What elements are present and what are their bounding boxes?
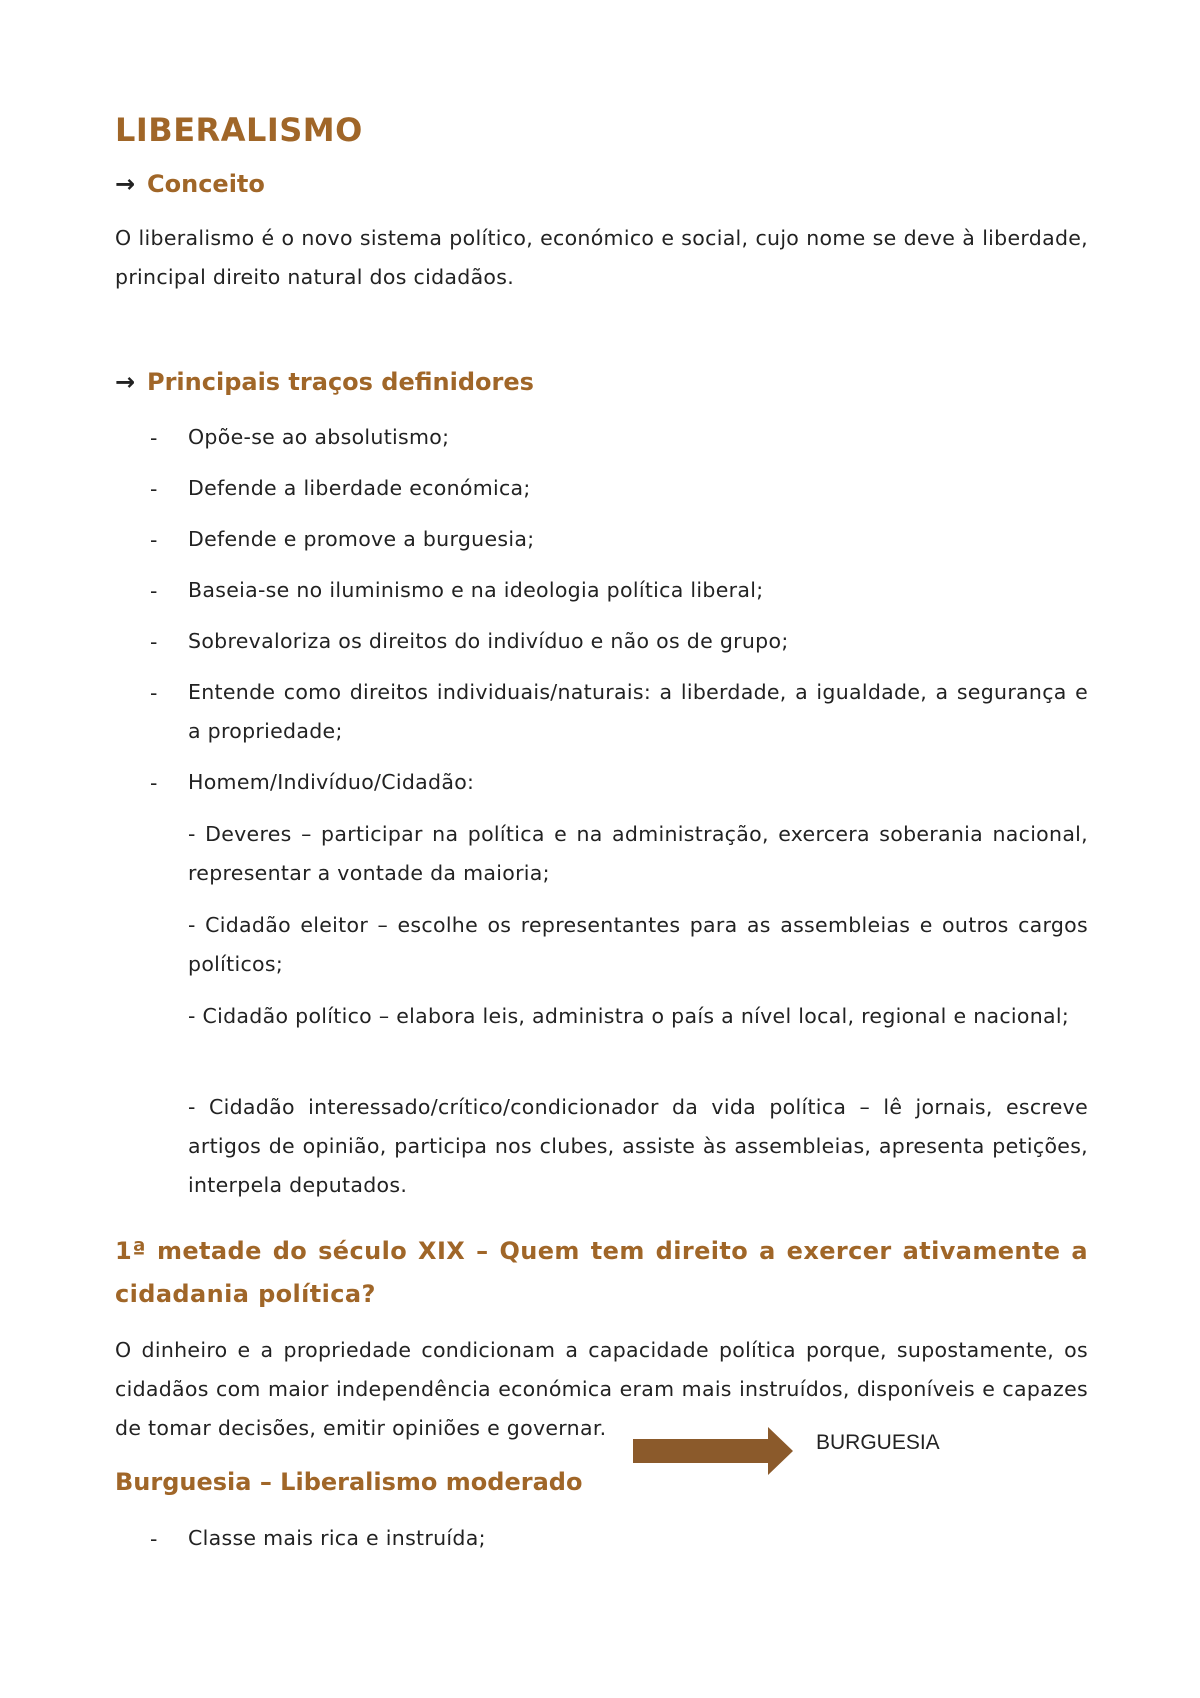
arrow-icon: →	[115, 368, 136, 396]
bullet-dash: -	[150, 771, 158, 795]
sub-item: - Cidadão eleitor – escolhe os representantes para as assembleias e outros cargos políticos;	[188, 913, 1088, 976]
heading-tracos-label: Principais traços definidores	[147, 368, 534, 396]
arrow-icon: →	[115, 170, 136, 198]
heading-conceito	[115, 170, 265, 198]
document-title: LIBERALISMO	[115, 111, 363, 149]
list-item: Baseia-se no iluminismo e na ideologia política liberal;	[188, 578, 764, 602]
list-item: Opõe-se ao absolutismo;	[188, 425, 450, 449]
list-item: Classe mais rica e instruída;	[188, 1526, 486, 1550]
bullet-dash: -	[150, 426, 158, 450]
bullet-dash: -	[150, 528, 158, 552]
list-item: Defende a liberdade económica;	[188, 476, 531, 500]
bullet-dash: -	[150, 477, 158, 501]
heading-burguesia: Burguesia – Liberalismo moderado	[115, 1468, 583, 1496]
list-item: Sobrevaloriza os direitos do indivíduo e não os de grupo;	[188, 629, 789, 653]
conceito-paragraph: O liberalismo é o novo sistema político, económico e social, cujo nome se deve à liberdade, principal direito natural dos cidadãos.	[115, 226, 1088, 289]
heading-metade-seculo: 1ª metade do século XIX – Quem tem direito a exercer ativamente a cidadania política?	[115, 1237, 1088, 1308]
list-item: Entende como direitos individuais/naturais: a liberdade, a igualdade, a segurança e a propriedade;	[188, 680, 1088, 743]
metade-paragraph: O dinheiro e a propriedade condicionam a capacidade política porque, supostamente, os cidadãos com maior independência económica eram mais instruídos, disponíveis e capazes de tomar decisões, emitir opiniões e governar.	[115, 1338, 1088, 1440]
heading-conceito-label: Conceito	[147, 170, 265, 198]
sub-item: - Deveres – participar na política e na administração, exercera soberania nacional, representar a vontade da maioria;	[188, 822, 1088, 885]
sub-item: - Cidadão interessado/crítico/condicionador da vida política – lê jornais, escreve artigos de opinião, participa nos clubes, assiste às assembleias, apresenta petições, interpela deputados.	[188, 1095, 1088, 1197]
bullet-dash: -	[150, 1527, 158, 1551]
bullet-dash: -	[150, 630, 158, 654]
list-item: Defende e promove a burguesia;	[188, 527, 535, 551]
heading-tracos	[115, 368, 534, 396]
bullet-dash: -	[150, 681, 158, 705]
right-arrow-shape	[633, 1427, 793, 1475]
sub-item: - Cidadão político – elabora leis, administra o país a nível local, regional e nacional;	[188, 1004, 1070, 1028]
list-item: Homem/Indivíduo/Cidadão:	[188, 770, 475, 794]
bullet-dash: -	[150, 579, 158, 603]
burguesia-label: BURGUESIA	[816, 1431, 940, 1454]
